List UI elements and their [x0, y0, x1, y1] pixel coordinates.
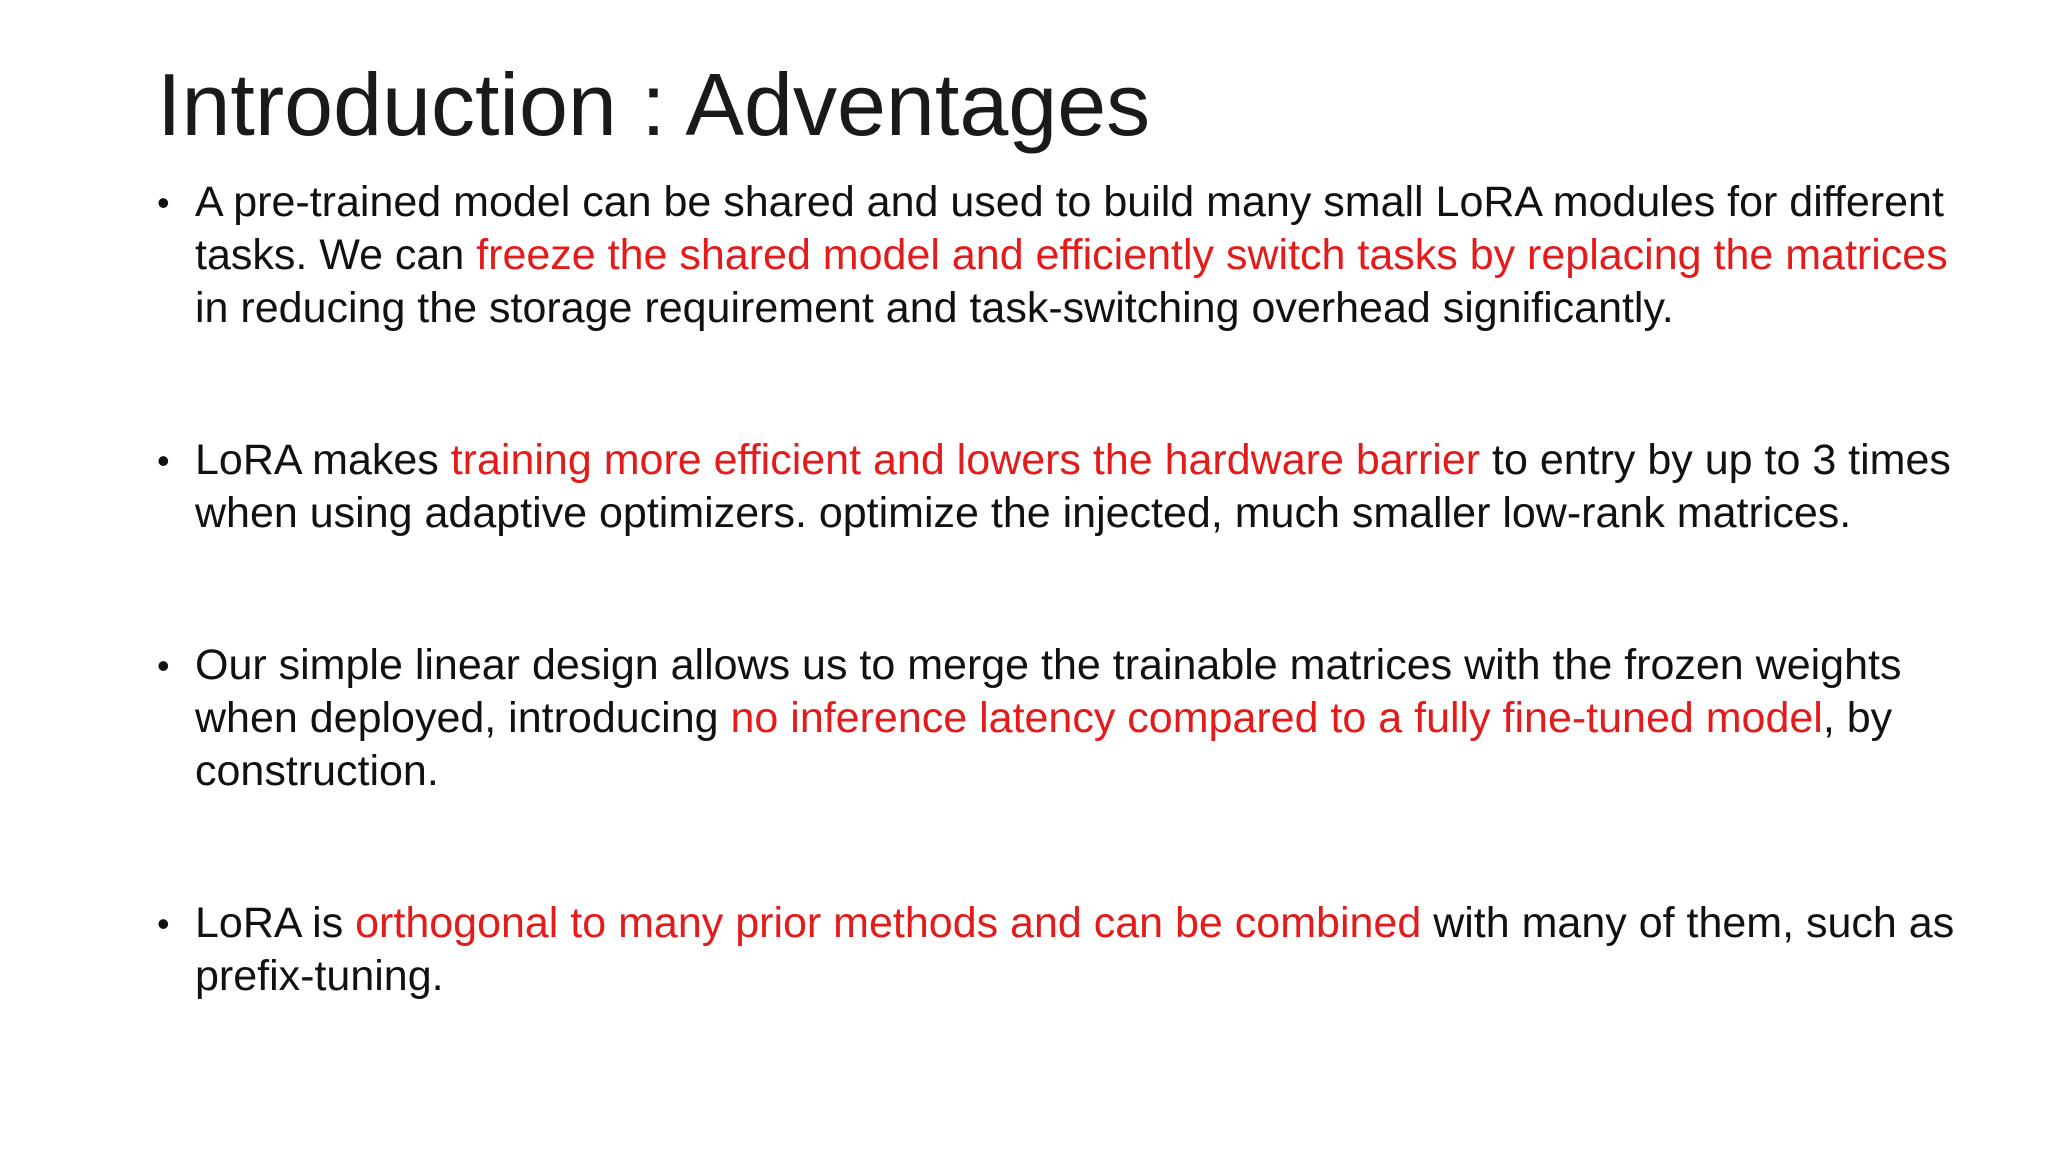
bullet-item: [157, 639, 1987, 798]
bullet-icon: •: [157, 182, 170, 223]
bullet-item: [157, 176, 1987, 335]
bullet-list: [157, 176, 1987, 1003]
bullet-icon: •: [157, 440, 170, 481]
bullet-text: LoRA is: [195, 899, 356, 947]
bullet-highlight: freeze the shared model and efficiently switch tasks by replacing the matrices: [476, 231, 1948, 279]
bullet-text: in reducing the storage requirement and task-switching overhead significantly.: [195, 284, 1674, 332]
bullet-highlight: orthogonal to many prior methods and can be combined: [355, 899, 1422, 947]
bullet-highlight: training more efficient and lowers the hardware barrier: [450, 436, 1481, 484]
bullet-text: Our simple linear design allows us to merge the trainable matrices with the frozen weights when deployed, introducing: [195, 641, 1902, 742]
bullet-icon: •: [157, 903, 170, 944]
bullet-text: LoRA makes: [195, 436, 451, 484]
bullet-item: [157, 434, 1987, 540]
slide-title: Introduction : Adventages: [157, 55, 1151, 154]
bullet-highlight: no inference latency compared to a fully fine-tuned model: [730, 694, 1823, 742]
bullet-icon: •: [157, 645, 170, 686]
bullet-text: to entry by up to 3 times when using adaptive optimizers. optimize the injected, much smaller low-rank matrices.: [195, 436, 1951, 537]
bullet-text: A pre-trained model can be shared and used to build many small LoRA modules for different tasks. We can: [195, 178, 1944, 279]
bullet-item: [157, 897, 1987, 1003]
bullet-text: with many of them, such as prefix-tuning.: [195, 899, 1955, 1000]
bullet-text: , by construction.: [195, 694, 1893, 795]
